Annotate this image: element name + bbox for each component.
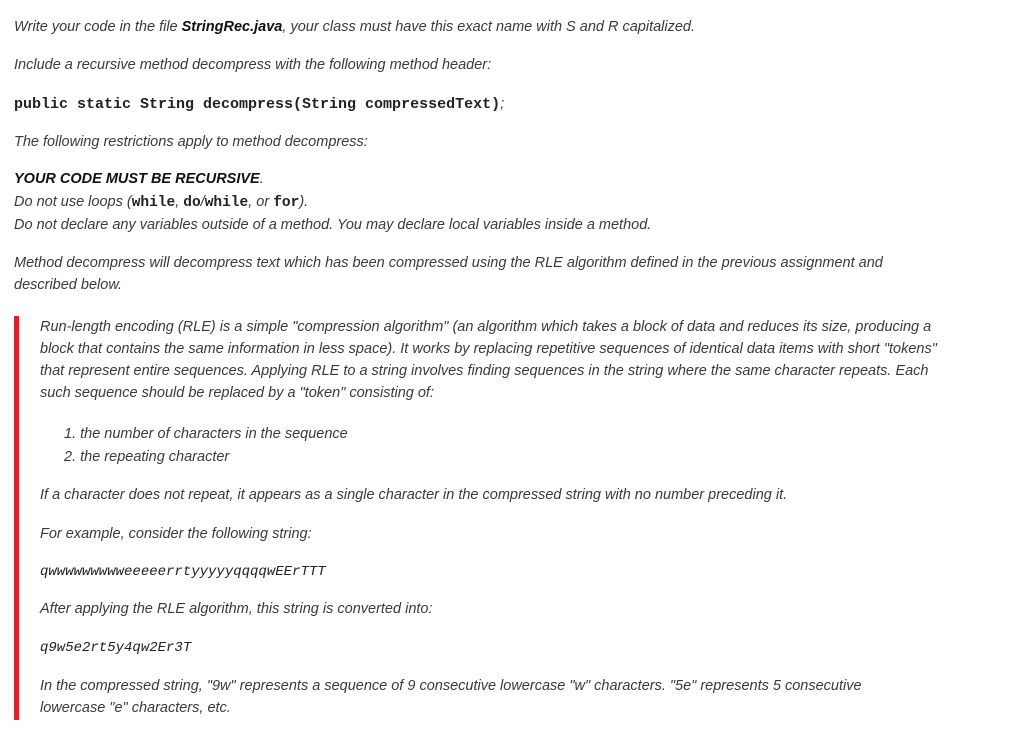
loops-rule [14, 191, 308, 214]
loops-rule-suffix: ). [299, 194, 309, 210]
method-header-code: public static String decompress(String compressedText) [14, 96, 501, 113]
recursive-rule-text: YOUR CODE MUST BE RECURSIVE [14, 171, 260, 187]
loop-keyword-while: while [131, 195, 176, 211]
loops-rule-prefix: Do not use loops ( [14, 194, 132, 210]
file-instruction-suffix: , your class must have this exact name with S and R capitalized. [282, 19, 696, 35]
variables-rule: Do not declare any variables outside of a method. You may declare local variables inside a method. [14, 217, 652, 233]
method-description: Method decompress will decompress text which has been compressed using the RLE algorithm defined in the previous assignment and described below. [14, 255, 883, 293]
restrictions-intro: The following restrictions apply to method decompress: [14, 134, 368, 150]
file-instruction [14, 16, 695, 38]
example-intro: For example, consider the following string: [40, 526, 312, 542]
token-list-item: 2. the repeating character [64, 449, 230, 465]
method-instruction: Include a recursive method decompress with the following method header: [14, 57, 492, 73]
method-header-end: ; [500, 95, 505, 112]
loops-slash: / [200, 194, 205, 210]
loop-keyword-do: do [183, 195, 201, 211]
example-input-string: qwwwwwwwwweeeeerrtyyyyyqqqqwEErTTT [40, 564, 326, 580]
recursive-rule [14, 168, 264, 190]
loops-sep-2: , or [248, 194, 274, 210]
loops-sep-1: , [175, 194, 184, 210]
loop-keyword-while-2: while [204, 195, 249, 211]
rle-definition: Run-length encoding (RLE) is a simple "compression algorithm" (an algorithm which takes a block of data and reduces its size, producing a block that contains the same information in less space). It works by replacing repetitive sequences of identical data items with short "tokens" that represent entire sequences. Applying RLE to a string involves finding sequences in the string where the same character repeats. Each such sequence should be replaced by a "token" consisting of: [40, 319, 937, 401]
non-repeat-note: If a character does not repeat, it appears as a single character in the compressed string with no number preceding it. [40, 487, 788, 503]
example-output-string: q9w5e2rt5y4qw2Er3T [40, 640, 192, 656]
conversion-intro: After applying the RLE algorithm, this string is converted into: [40, 601, 433, 617]
file-instruction-prefix: Write your code in the file [14, 19, 182, 35]
loop-keyword-for: for [273, 195, 300, 211]
token-list-item: 1. the number of characters in the sequence [64, 426, 348, 442]
rle-blockquote [14, 316, 949, 720]
recursive-rule-end: . [259, 171, 264, 187]
method-header-line [14, 93, 504, 116]
compression-explanation: In the compressed string, "9w" represents a sequence of 9 consecutive lowercase "w" characters. "5e" represents 5 consecutive lowercase "e" characters, etc. [40, 678, 862, 716]
file-name: StringRec.java [181, 19, 283, 35]
token-list [64, 423, 964, 469]
